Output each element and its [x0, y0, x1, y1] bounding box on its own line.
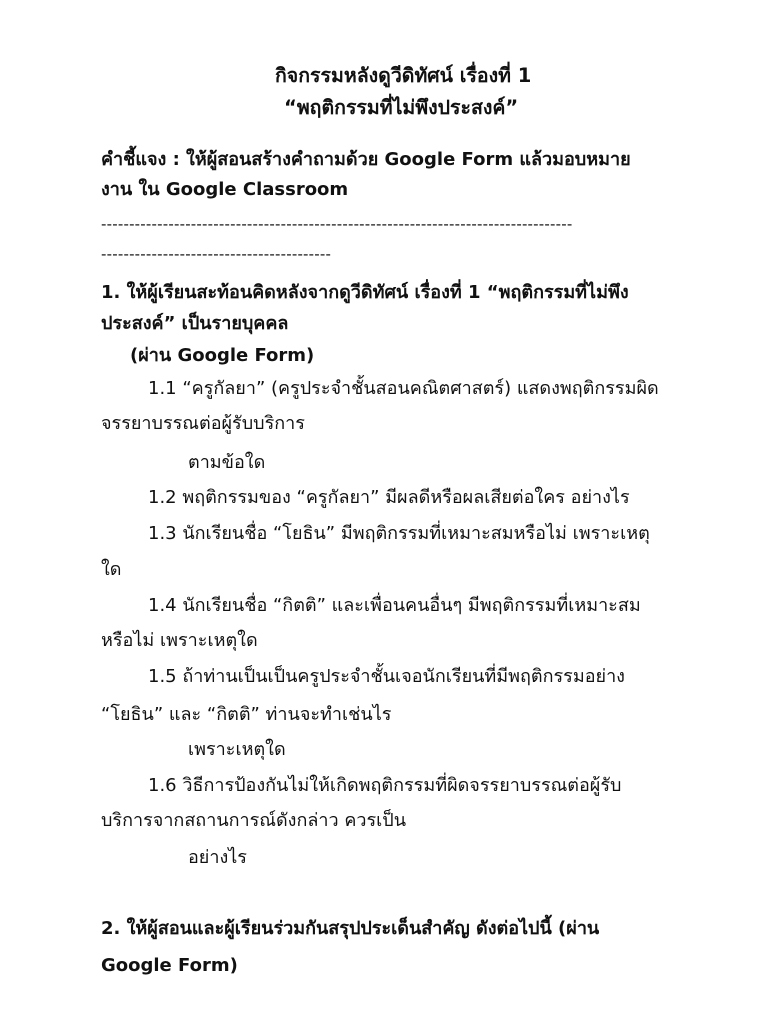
- separator-line-2: -----------------------------------------: [101, 245, 332, 263]
- question-1-3-line-1: 1.3 นักเรียนชื่อ “โยธิน” มีพฤติกรรมที่เหมาะสมหรือไม่ เพราะเหตุ: [148, 523, 650, 544]
- section1-heading-line-1: 1. ให้ผู้เรียนสะท้อนคิดหลังจากดูวีดิทัศน์ เรื่องที่ 1 “พฤติกรรมที่ไม่พึง: [101, 282, 629, 303]
- question-1-1-line-2: จรรยาบรรณต่อผู้รับบริการ: [101, 413, 305, 434]
- separator-line-1: ------------------------------------------------------------------------------------: [101, 215, 573, 233]
- question-1-3-line-2: ใด: [101, 559, 122, 580]
- section2-heading-line-2: Google Form): [101, 955, 238, 976]
- question-1-5-line-2: “โยธิน” และ “กิตติ” ท่านจะทำเช่นไร: [101, 704, 392, 725]
- question-1-4-line-1: 1.4 นักเรียนชื่อ “กิตติ” และเพื่อนคนอื่นๆ มีพฤติกรรมที่เหมาะสม: [148, 595, 641, 616]
- title-line-1: กิจกรรมหลังดูวีดิทัศน์ เรื่องที่ 1: [275, 64, 532, 87]
- question-1-6-line-3: อย่างไร: [188, 847, 247, 868]
- section1-heading-line-3: (ผ่าน Google Form): [130, 345, 315, 366]
- question-1-2-line-1: 1.2 พฤติกรรมของ “ครูกัลยา” มีผลดีหรือผลเสียต่อใคร อย่างไร: [148, 487, 630, 508]
- question-1-5-line-1: 1.5 ถ้าท่านเป็นเป็นครูประจำชั้นเจอนักเรียนที่มีพฤติกรรมอย่าง: [148, 666, 625, 687]
- question-1-1-line-1: 1.1 “ครูกัลยา” (ครูประจำชั้นสอนคณิตศาสตร์) แสดงพฤติกรรมผิด: [148, 378, 659, 399]
- question-1-6-line-2: บริการจากสถานการณ์ดังกล่าว ควรเป็น: [101, 810, 407, 831]
- section1-heading-line-2: ประสงค์” เป็นรายบุคคล: [101, 313, 289, 334]
- instructions-line-1: คำชี้แจง : ให้ผู้สอนสร้างคำถามด้วย Google Form แล้วมอบหมาย: [101, 149, 631, 170]
- question-1-4-line-2: หรือไม่ เพราะเหตุใด: [101, 630, 258, 651]
- question-1-6-line-1: 1.6 วิธีการป้องกันไม่ให้เกิดพฤติกรรมที่ผิดจรรยาบรรณต่อผู้รับ: [148, 775, 622, 796]
- question-1-1-line-3: ตามข้อใด: [188, 452, 266, 473]
- question-1-5-line-3: เพราะเหตุใด: [188, 739, 286, 760]
- instructions-line-2: งาน ใน Google Classroom: [101, 179, 349, 200]
- section2-heading-line-1: 2. ให้ผู้สอนและผู้เรียนร่วมกันสรุปประเด็นสำคัญ ดังต่อไปนี้ (ผ่าน: [101, 918, 600, 939]
- title-line-2: “พฤติกรรมที่ไม่พึงประสงค์”: [284, 96, 519, 119]
